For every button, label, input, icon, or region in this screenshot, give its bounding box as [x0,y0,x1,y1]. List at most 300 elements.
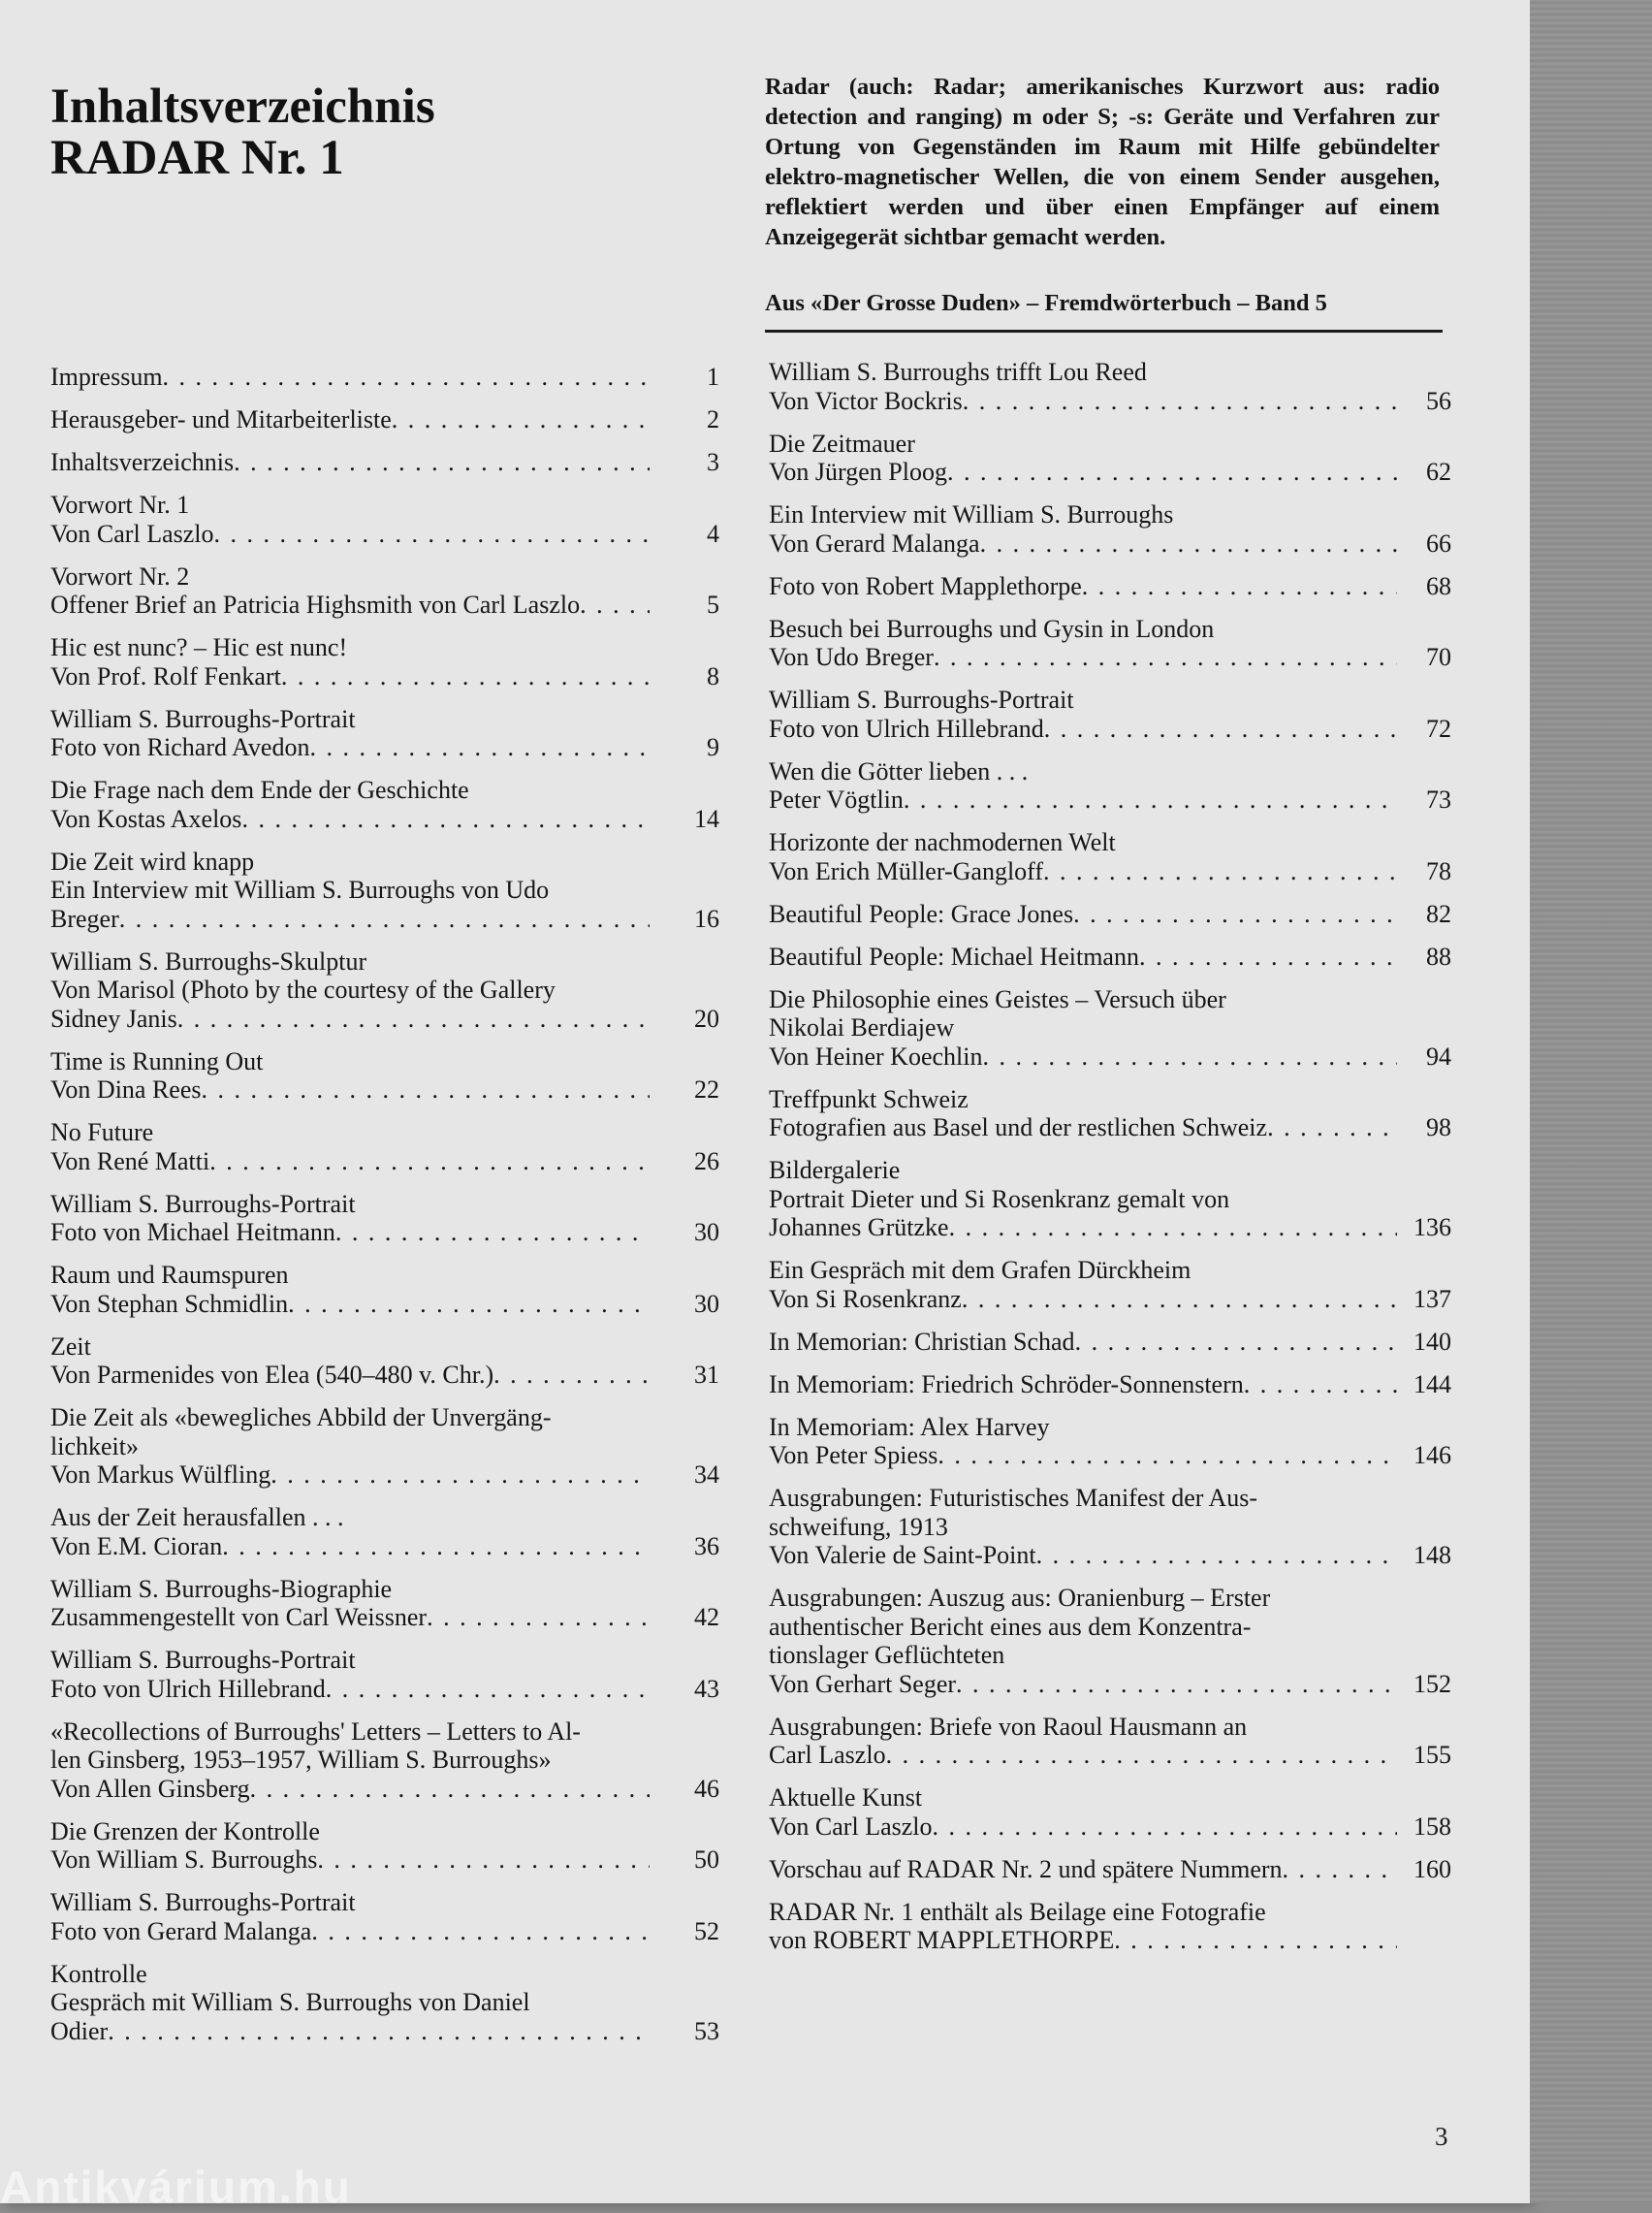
toc-entry-line-text: tionslager Geflüchteten [769,1641,1005,1669]
toc-entry-line [50,848,650,877]
toc-entry-line [769,943,1397,972]
dot-leader [326,1675,650,1704]
toc-entry-line-text: Die Frage nach dem Ende der Geschichte [50,776,469,804]
toc-entry-line [50,591,650,620]
toc-entry-line [769,1156,1397,1185]
toc-page-number: 16 [694,904,719,933]
toc-entry-text [50,1575,650,1632]
toc-page-number: 31 [694,1361,719,1389]
toc-right-column [769,358,1451,1969]
toc-entry-line-text: Raum und Raumspuren [50,1261,289,1289]
toc-entry-line-text: Inhaltsverzeichnis [50,448,235,476]
dot-leader [904,786,1397,815]
toc-entry-text [769,757,1397,815]
toc-left-column [50,363,719,2060]
toc-entry-line-text: Offener Brief an Patricia Highsmith von Carl Laszlo [50,591,581,619]
toc-entry [769,1085,1451,1142]
toc-entry-line-text: Von Stephan Schmidlin [50,1289,289,1318]
dot-leader [956,1670,1397,1699]
toc-entry-text [50,1047,650,1105]
toc-entry-text [769,1328,1397,1357]
toc-entry-text [769,1783,1397,1841]
toc-entry-text [50,1888,650,1945]
toc-entry-line-text: Peter Vögtlin [769,786,904,814]
dot-leader [934,643,1397,672]
toc-entry-line-text: Foto von Ulrich Hillebrand [769,714,1044,743]
toc-entry-line [769,715,1397,744]
toc-page-number: 42 [694,1603,719,1631]
toc-entry-line [769,1042,1397,1072]
toc-entry-line-text: Gespräch mit William S. Burroughs von Daniel [50,1988,530,2016]
toc-entry-text [50,562,650,620]
issue-title: RADAR Nr. 1 [50,131,344,185]
toc-entry-line [50,1047,650,1076]
toc-entry-line-text: Von E.M. Cioran [50,1531,223,1560]
toc-page-number: 1 [707,363,719,391]
toc-entry-line-text: schweifung, 1913 [769,1512,948,1541]
dot-leader [214,520,651,549]
dot-leader [281,662,650,691]
dot-leader [1043,857,1397,886]
toc-entry-line-text: Die Zeitmauer [769,429,915,458]
toc-entry-line [50,1988,650,2017]
toc-entry-line [50,633,650,662]
toc-page-number: 140 [1414,1327,1451,1356]
toc-entry-text [50,448,650,477]
toc-entry-line-text: Zusammengestellt von Carl Weissner [50,1603,428,1631]
toc-entry [769,900,1451,929]
toc-entry-text [769,1713,1397,1770]
toc-entry [769,1898,1451,1955]
toc-entry-line-text: lichkeit» [50,1431,139,1460]
toc-entry-line-text: William S. Burroughs-Skulptur [50,946,367,976]
toc-entry-text [769,1584,1397,1698]
toc-entry-line-text: Beautiful People: Michael Heitmann [769,942,1139,971]
dot-leader [335,1218,650,1247]
dot-leader [209,1147,650,1176]
toc-entry-text [50,405,650,434]
toc-entry [769,1713,1451,1770]
toc-entry-line-text: Ein Gespräch mit dem Grafen Dürckheim [769,1256,1191,1284]
dot-leader [947,458,1397,487]
toc-entry [769,500,1451,558]
toc-entry-text [50,1332,650,1390]
toc-entry-line-text: Von Dina Rees [50,1075,202,1104]
toc-entry-line [769,1641,1397,1670]
toc-entry [50,1960,719,2046]
toc-entry-line [50,905,650,934]
title-block [50,81,435,184]
toc-page-number: 5 [707,591,719,619]
toc-entry [769,1855,1451,1884]
dot-leader [937,1441,1397,1470]
toc-entry [50,363,719,392]
toc-entry-line-text: Von Jürgen Ploog [769,458,947,486]
toc-entry-line [50,805,650,834]
toc-entry [50,1190,719,1247]
toc-entry-line-text: Treffpunkt Schweiz [769,1084,969,1113]
toc-entry-text [769,1484,1397,1570]
toc-entry-line-text: Von Prof. Rolf Fenkart [50,661,281,690]
toc-entry-line-text: Von Si Rosenkranz [769,1284,962,1313]
toc-entry-line [50,876,650,905]
toc-entry-line [769,985,1397,1014]
toc-entry-line [50,1190,650,1219]
toc-page-number: 72 [1426,714,1451,743]
toc-page-number: 30 [694,1218,719,1246]
dot-leader [309,733,650,762]
toc-entry-line-text: Die Grenzen der Kontrolle [50,1816,320,1845]
toc-page-number: 137 [1414,1284,1451,1313]
toc-entry-line [50,1775,650,1804]
toc-entry-line-text: RADAR Nr. 1 enthält als Beilage eine Fotografie [769,1897,1266,1926]
toc-entry [769,615,1451,672]
dot-leader [963,387,1397,416]
toc-entry-line [50,1960,650,1989]
toc-entry-line-text: William S. Burroughs-Portrait [769,686,1074,714]
toc-entry-line [769,1213,1397,1242]
toc-entry-line [769,786,1397,815]
toc-entry-text [50,1261,650,1318]
toc-entry-text [50,705,650,762]
toc-entry [50,1118,719,1175]
toc-page-number: 66 [1426,529,1451,558]
toc-entry-line-text: Besuch bei Burroughs und Gysin in London [769,614,1215,643]
toc-entry-text [50,1960,650,2046]
toc-page-number: 26 [694,1146,719,1175]
toc-entry [50,1646,719,1703]
toc-entry-line [769,1541,1397,1570]
toc-entry-line [50,1075,650,1105]
toc-entry-line [50,1817,650,1846]
toc-entry-line-text: Vorschau auf RADAR Nr. 2 und spätere Nummern [769,1854,1283,1883]
dot-leader [962,1285,1397,1314]
toc-entry-line-text: Zeit [50,1331,91,1361]
toc-entry-line-text: Hic est nunc? – Hic est nunc! [50,633,348,661]
toc-entry [50,633,719,690]
toc-page-number: 43 [694,1674,719,1703]
toc-entry-text [50,776,650,833]
toc-page-number: 36 [694,1531,719,1560]
toc-entry-text [769,1898,1397,1955]
toc-entry-line-text: Ausgrabungen: Auszug aus: Oranienburg – Erster [769,1584,1271,1612]
toc-entry-line [50,947,650,977]
toc-entry-text [769,358,1397,415]
toc-entry [50,1503,719,1560]
dot-leader [311,1917,650,1946]
toc-entry-text [769,1370,1397,1399]
toc-page-number: 144 [1414,1369,1451,1398]
toc-entry-line-text: Carl Laszlo [769,1741,886,1769]
toc-entry-line [769,686,1397,715]
toc-entry [769,1783,1451,1841]
toc-entry-text [769,943,1397,972]
toc-entry-line-text: Die Philosophie eines Geistes – Versuch über [769,984,1226,1013]
toc-page-number: 78 [1426,856,1451,885]
toc-entry-text [769,430,1397,487]
toc-entry-line-text: Ausgrabungen: Futuristisches Manifest der Aus- [769,1484,1258,1512]
toc-entry-text [769,500,1397,558]
toc-entry-line-text: Von Peter Spiess [769,1441,938,1469]
toc-entry-line [50,1460,650,1490]
binding-edge [1530,0,1652,2203]
toc-page-number: 146 [1414,1441,1451,1469]
toc-entry-line-text: Johannes Grützke [769,1213,949,1241]
toc-entry-line [769,1855,1397,1884]
toc-page-number: 22 [694,1075,719,1104]
divider-rule [765,330,1443,333]
toc-entry-line [50,1717,650,1747]
dot-leader [1114,1926,1397,1955]
toc-page-number: 53 [694,2016,719,2045]
toc-page-number: 82 [1426,899,1451,928]
dot-leader [1244,1370,1397,1399]
toc-entry-line [769,828,1397,857]
dot-leader [288,1290,650,1319]
toc-entry-line-text: Foto von Richard Avedon [50,733,310,761]
toc-entry-line [769,1328,1397,1357]
toc-entry-text [50,848,650,934]
toc-entry-line-text: Kontrolle [50,1959,147,1988]
toc-entry-line [769,1285,1397,1314]
toc-entry-line-text: von ROBERT MAPPLETHORPE [769,1926,1115,1954]
toc-entry-text [50,363,650,392]
toc-page-number: 46 [694,1774,719,1803]
toc-entry [769,1156,1451,1242]
toc-page-number: 56 [1426,386,1451,415]
toc-entry-line [50,1646,650,1675]
toc-page-number: 52 [694,1916,719,1945]
dot-leader [980,529,1397,559]
toc-entry-line [50,562,650,592]
toc-entry-line [50,1218,650,1247]
toc-entry [50,1888,719,1945]
toc-entry-line [50,405,650,434]
dot-leader [933,1812,1398,1842]
toc-entry-text [769,686,1397,743]
toc-entry [769,1413,1451,1470]
toc-entry-text [769,985,1397,1072]
toc-entry-line-text: William S. Burroughs-Biographie [50,1574,393,1603]
toc-entry [769,1584,1451,1698]
toc-entry-line-text: Von Victor Bockris [769,386,963,415]
toc-entry-line-text: Ein Interview mit William S. Burroughs von Udo [50,876,550,904]
toc-entry [769,943,1451,972]
toc-entry-line-text: Vorwort Nr. 1 [50,491,190,519]
toc-entry [769,757,1451,815]
toc-entry [50,848,719,934]
toc-entry-text [769,1413,1397,1470]
toc-entry-line [50,733,650,762]
toc-entry-line-text: Von Carl Laszlo [50,519,214,548]
dot-leader [241,805,650,834]
toc-entry-line-text: Time is Running Out [50,1046,264,1075]
toc-entry-text [769,1156,1397,1242]
toc-entry-text [769,828,1397,885]
toc-entry-line-text: In Memoriam: Friedrich Schröder-Sonnenstern [769,1369,1244,1398]
toc-entry-line [769,1441,1397,1470]
toc-entry-text [50,1817,650,1875]
toc-entry-line [769,387,1397,416]
toc-entry-line [50,363,650,392]
toc-entry [769,1328,1451,1357]
definition-source: Aus «Der Grosse Duden» – Fremdwörterbuch – Band 5 [765,290,1327,316]
toc-entry-line-text: Foto von Ulrich Hillebrand [50,1674,326,1703]
toc-page-number: 34 [694,1460,719,1489]
toc-entry-line [769,430,1397,459]
toc-page-number: 158 [1414,1812,1451,1841]
toc-entry-line [769,1513,1397,1542]
dot-leader [317,1845,650,1875]
toc-entry-line-text: Fotografien aus Basel und der restlichen Schweiz [769,1113,1268,1141]
toc-entry [50,562,719,620]
toc-entry-line [50,1675,650,1704]
toc-entry-line-text: authentischer Bericht eines aus dem Konzentra- [769,1612,1252,1641]
toc-entry-line [50,520,650,549]
toc-entry-line-text: William S. Burroughs-Portrait [50,1888,356,1916]
toc-entry-line-text: Von Marisol (Photo by the courtesy of the Gallery [50,976,556,1004]
toc-entry [50,705,719,762]
toc-entry-text [50,1190,650,1247]
toc-entry-line [769,572,1397,601]
dot-leader [392,405,650,434]
toc-entry-text [769,615,1397,672]
toc-entry-line-text: Von Parmenides von Elea (540–480 v. Chr.) [50,1361,494,1389]
toc-entry-line-text: Von Gerhart Seger [769,1669,957,1698]
toc-entry-line-text: Von Markus Wülfling [50,1460,271,1489]
toc-page-number: 9 [707,733,719,761]
toc-entry [50,1332,719,1390]
toc-entry-line-text: Odier [50,2016,109,2045]
toc-entry-line [50,705,650,734]
toc-entry [50,405,719,434]
toc-page-number: 70 [1426,643,1451,671]
toc-entry-line-text: Breger [50,904,119,933]
toc-entry-line-text: Von Allen Ginsberg [50,1774,250,1803]
toc-entry-line-text: Portrait Dieter und Si Rosenkranz gemalt von [769,1184,1230,1213]
toc-page-number: 8 [707,661,719,690]
toc-entry-text [50,1403,650,1490]
toc-entry-line-text: Aktuelle Kunst [769,1783,923,1812]
toc-entry-line-text: Von William S. Burroughs [50,1845,318,1874]
toc-page-number: 3 [707,448,719,476]
dot-leader [1075,1328,1397,1357]
dot-leader [493,1361,650,1390]
toc-entry-line [769,1484,1397,1513]
toc-entry-text [50,633,650,690]
toc-page-number: 155 [1414,1741,1451,1769]
toc-entry [50,1403,719,1490]
toc-entry [50,947,719,1034]
toc-entry-line [769,500,1397,529]
toc-entry-text [50,1646,650,1703]
dot-leader [108,2017,650,2046]
dot-leader [1044,715,1397,744]
toc-entry-line [50,1147,650,1176]
toc-entry-line [50,1403,650,1432]
toc-page-number: 62 [1426,458,1451,486]
toc-page-number: 136 [1414,1213,1451,1241]
dot-leader [119,905,650,934]
toc-entry-line [50,662,650,691]
dot-leader [427,1603,650,1632]
toc-entry-line-text: Ausgrabungen: Briefe von Raoul Hausmann an [769,1712,1248,1741]
toc-entry [769,358,1451,415]
toc-entry [769,686,1451,743]
dot-leader [1082,572,1397,601]
toc-entry-line [50,1888,650,1917]
toc-entry-line-text: «Recollections of Burroughs' Letters – Letters to Al- [50,1716,581,1746]
toc-entry-line-text: Die Zeit wird knapp [50,847,255,876]
toc-entry-line [50,976,650,1005]
toc-entry-line [769,1670,1397,1699]
dot-leader [250,1775,650,1804]
toc-page-number: 4 [707,519,719,548]
toc-entry-line-text: Foto von Gerard Malanga [50,1916,312,1945]
toc-entry-text [769,1855,1397,1884]
dot-leader [1073,900,1397,929]
toc-entry-line-text: Nikolai Berdiajew [769,1013,955,1042]
toc-entry-line [769,1713,1397,1742]
dot-leader [1139,943,1397,972]
toc-entry-line [769,1898,1397,1927]
toc-entry [50,448,719,477]
toc-entry-line [769,857,1397,886]
toc-page-number: 98 [1426,1113,1451,1141]
toc-entry-line [769,1113,1397,1142]
toc-entry [769,430,1451,487]
toc-entry-line [769,1613,1397,1642]
toc-entry-line [50,1290,650,1319]
toc-page-number: 148 [1414,1541,1451,1569]
toc-entry-line-text: Bildergalerie [769,1156,901,1184]
toc-entry-line-text: Aus der Zeit herausfallen . . . [50,1503,344,1531]
dot-leader [580,591,650,620]
toc-entry-line [769,900,1397,929]
toc-entry-line-text: William S. Burroughs trifft Lou Reed [769,358,1147,386]
toc-entry [50,1817,719,1875]
toc-page-number: 50 [694,1845,719,1874]
toc-entry-text [769,1085,1397,1142]
toc-entry-line [769,757,1397,786]
toc-entry-line-text: In Memoriam: Alex Harvey [769,1412,1050,1441]
toc-entry-line-text: William S. Burroughs-Portrait [50,1189,356,1218]
toc-entry-line [769,458,1397,487]
dot-leader [234,448,650,477]
toc-page-number: 94 [1426,1042,1451,1071]
toc-entry-line [50,1261,650,1290]
toc-entry [50,491,719,548]
toc-entry [50,1575,719,1632]
toc-page-number: 73 [1426,786,1451,814]
toc-entry-line [50,1746,650,1775]
toc-entry-line [769,615,1397,644]
toc-entry-line [50,491,650,520]
toc-entry-line [769,1085,1397,1114]
toc-entry-line [50,2017,650,2046]
toc-entry-line-text: Wen die Götter lieben . . . [769,756,1029,786]
dot-leader [163,363,650,392]
toc-entry-text [50,947,650,1034]
toc-entry-line [769,1185,1397,1214]
radar-definition: Radar (auch: Radar; amerikanisches Kurzwort aus: radio detection and ranging) m oder S; -s: Geräte und Verfahren zur Ortung von Gegenständen im Raum mit Hilfe gebündelter elektro-magnetischer Wellen, die von einem Sender ausgehen, reflektiert werden und über einen Empfänger auf einem Anzeigegerät sichtbar gemacht werden. [765,74,1440,250]
page-number: 3 [1435,2122,1448,2151]
toc-entry-line [769,1370,1397,1399]
toc-entry-line-text: Beautiful People: Grace Jones [769,899,1074,928]
toc-page-number: 68 [1426,571,1451,600]
toc-entry-line-text: In Memorian: Christian Schad [769,1327,1075,1356]
toc-entry-line-text: Die Zeit als «bewegliches Abbild der Unvergäng- [50,1403,552,1431]
